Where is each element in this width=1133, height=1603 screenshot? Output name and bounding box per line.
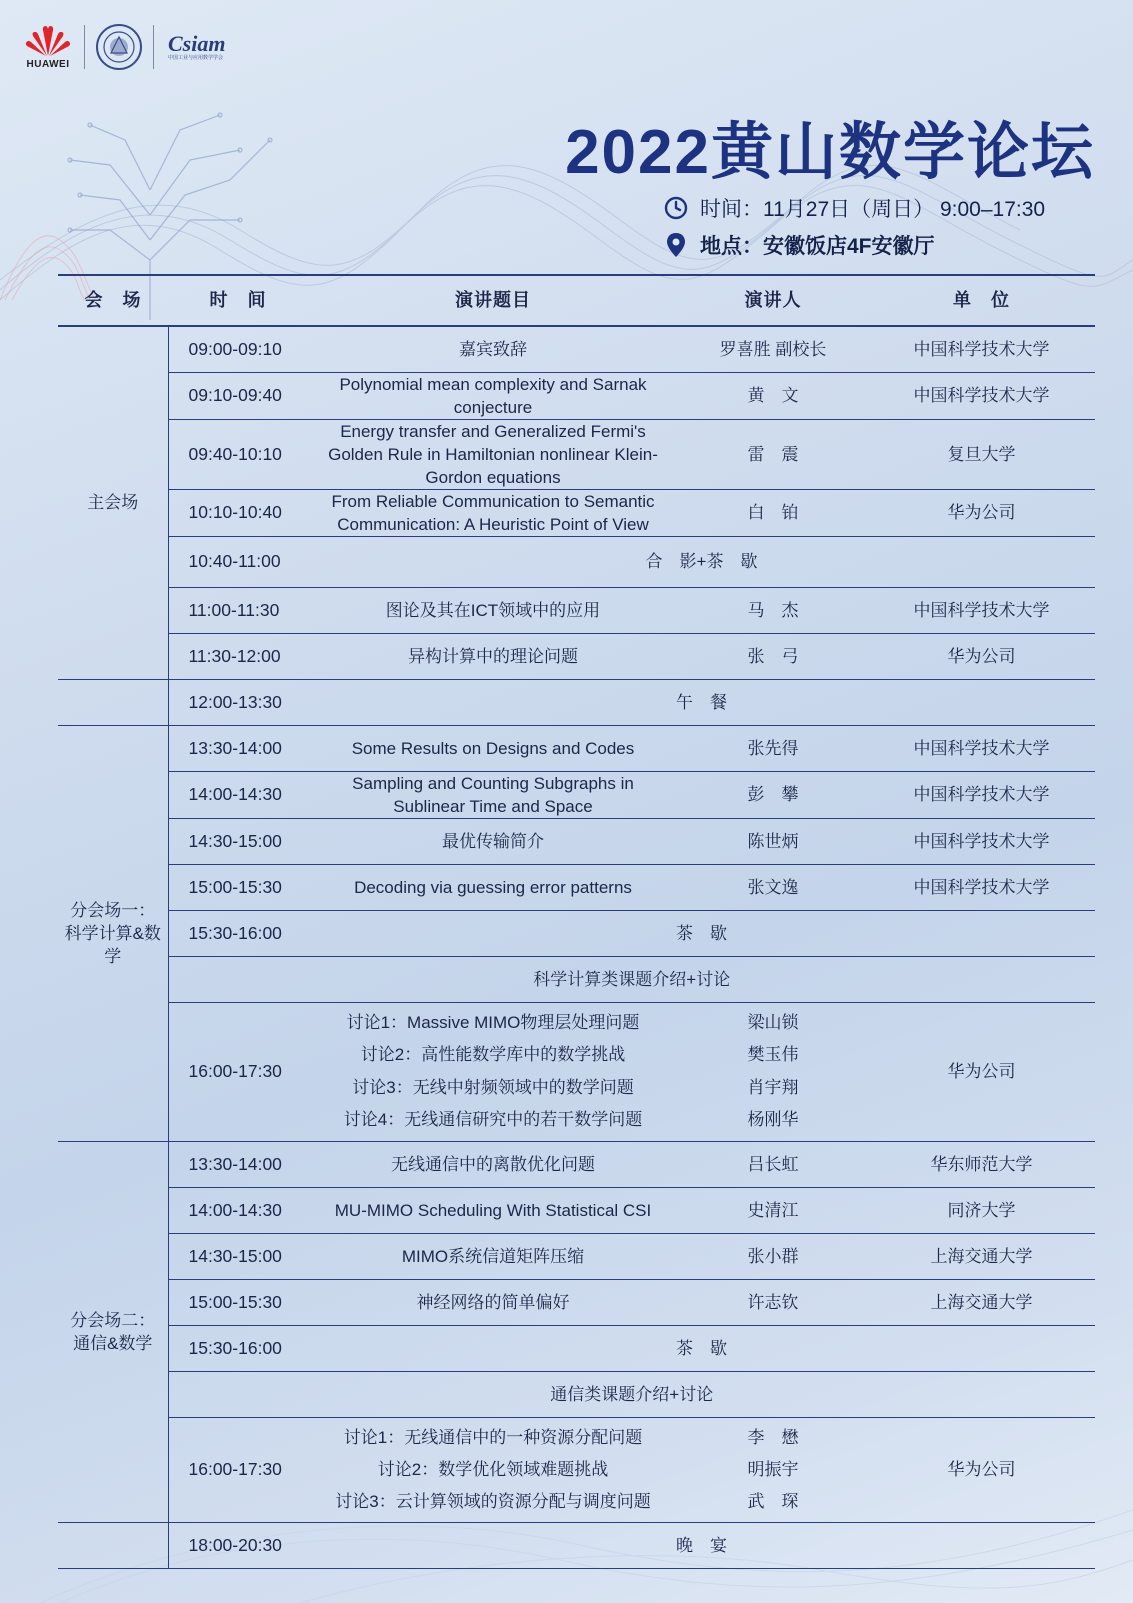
time-cell: 10:10-10:40	[168, 489, 308, 536]
speaker-cell: 张 弓	[678, 633, 868, 679]
table-row	[58, 1417, 1095, 1522]
topic-cell: Sampling and Counting Subgraphs in Sublinear Time and Space	[308, 771, 678, 818]
header-venue: 会 场	[58, 275, 168, 326]
time-cell: 15:00-15:30	[168, 864, 308, 910]
time-cell: 14:30-15:00	[168, 818, 308, 864]
break-cell: 午 餐	[308, 679, 1095, 725]
discussion-topic: 讨论2：数学优化领域难题挑战	[377, 1459, 609, 1479]
table-row	[58, 818, 1095, 864]
table-row	[58, 1522, 1095, 1568]
discussion-speakers-cell	[678, 1417, 868, 1522]
speaker-cell: 白 铂	[678, 489, 868, 536]
table-row	[58, 1325, 1095, 1371]
topic-cell: 神经网络的简单偏好	[308, 1279, 678, 1325]
discussion-speaker: 梁山锁	[747, 1012, 799, 1032]
venue-cell-main: 主会场	[58, 326, 168, 679]
header-time: 时 间	[168, 275, 308, 326]
unit-cell: 上海交通大学	[868, 1279, 1095, 1325]
table-row	[58, 633, 1095, 679]
discussion-speaker: 李 懋	[747, 1427, 799, 1447]
csiam-wordmark: Csiam	[168, 30, 226, 56]
huawei-petal-icon	[25, 24, 71, 58]
huawei-logo	[22, 24, 74, 70]
logo-divider-2	[153, 25, 154, 69]
table-row	[58, 910, 1095, 956]
time-cell: 11:00-11:30	[168, 587, 308, 633]
topic-cell: MU-MIMO Scheduling With Statistical CSI	[308, 1187, 678, 1233]
table-row	[58, 326, 1095, 372]
unit-cell: 中国科学技术大学	[868, 771, 1095, 818]
discussion-topic: 讨论2：高性能数学库中的数学挑战	[360, 1045, 626, 1064]
speaker-cell: 彭 攀	[678, 771, 868, 818]
schedule-table	[58, 274, 1095, 1569]
table-row	[58, 1187, 1095, 1233]
time-cell: 13:30-14:00	[168, 1141, 308, 1187]
time-cell: 11:30-12:00	[168, 633, 308, 679]
time-cell: 09:40-10:10	[168, 419, 308, 489]
break-cell: 晚 宴	[308, 1522, 1095, 1568]
section-heading-cell: 通信类课题介绍+讨论	[168, 1371, 1095, 1417]
header-speaker: 演讲人	[678, 275, 868, 326]
discussion-topic: 讨论3：无线中射频领域中的数学问题	[352, 1077, 634, 1097]
unit-cell: 同济大学	[868, 1187, 1095, 1233]
table-row	[58, 956, 1095, 1002]
page-title: 2022黄山数学论坛	[565, 118, 1095, 187]
break-cell: 合 影+茶 歇	[308, 536, 1095, 587]
speaker-cell: 张文逸	[678, 864, 868, 910]
venue-cell-sub2: 分会场二：通信&数学	[58, 1141, 168, 1522]
topic-cell: From Reliable Communication to Semantic Communication: A Heuristic Point of View	[308, 489, 678, 536]
discussion-speakers-cell	[678, 1002, 868, 1141]
discussion-topic: 讨论3：云计算领域的资源分配与调度问题	[335, 1491, 651, 1511]
event-location-text: 地点：安徽饭店4F安徽厅	[700, 235, 935, 258]
table-row	[58, 536, 1095, 587]
speaker-cell: 张小群	[678, 1233, 868, 1279]
table-row	[58, 419, 1095, 489]
time-cell: 10:40-11:00	[168, 536, 308, 587]
topic-cell: 无线通信中的离散优化问题	[308, 1141, 678, 1187]
venue-cell-dinner	[58, 1522, 168, 1568]
topic-cell: Polynomial mean complexity and Sarnak conjecture	[308, 372, 678, 419]
csiam-logo	[168, 30, 226, 62]
unit-cell: 华东师范大学	[868, 1141, 1095, 1187]
speaker-cell: 黄 文	[678, 372, 868, 419]
table-row	[58, 489, 1095, 536]
table-header-row	[58, 275, 1095, 326]
unit-cell: 中国科学技术大学	[868, 818, 1095, 864]
table-row	[58, 1002, 1095, 1141]
time-cell: 13:30-14:00	[168, 725, 308, 771]
topic-cell: Some Results on Designs and Codes	[308, 725, 678, 771]
csiam-subtitle: 中国工业与应用数学学会	[168, 54, 224, 61]
venue-cell-sub1: 分会场一：科学计算&数学	[58, 725, 168, 1141]
time-cell: 14:00-14:30	[168, 771, 308, 818]
discussion-speaker: 明振宇	[747, 1459, 799, 1479]
time-cell: 15:00-15:30	[168, 1279, 308, 1325]
topic-cell: 异构计算中的理论问题	[308, 633, 678, 679]
discussion-speaker: 杨刚华	[747, 1110, 799, 1129]
table-row	[58, 587, 1095, 633]
discussion-topics-cell	[308, 1417, 678, 1522]
ustc-seal-icon	[95, 23, 143, 71]
speaker-cell: 罗喜胜 副校长	[678, 326, 868, 372]
table-row	[58, 1233, 1095, 1279]
speaker-cell: 雷 震	[678, 419, 868, 489]
time-cell: 14:00-14:30	[168, 1187, 308, 1233]
topic-cell: 嘉宾致辞	[308, 326, 678, 372]
discussion-topic: 讨论4：无线通信研究中的若干数学问题	[343, 1110, 643, 1129]
unit-cell: 华为公司	[868, 489, 1095, 536]
event-time-text: 时间：11月27日（周日） 9:00–17:30	[700, 198, 1046, 221]
unit-cell: 华为公司	[868, 633, 1095, 679]
unit-cell: 上海交通大学	[868, 1233, 1095, 1279]
event-time	[664, 193, 1045, 223]
time-cell: 09:10-09:40	[168, 372, 308, 419]
time-cell: 18:00-20:30	[168, 1522, 308, 1568]
huawei-wordmark: HUAWEI	[26, 59, 70, 70]
time-cell: 15:30-16:00	[168, 1325, 308, 1371]
event-location	[664, 230, 935, 260]
unit-cell: 中国科学技术大学	[868, 864, 1095, 910]
discussion-topic: 讨论1：无线通信中的一种资源分配问题	[343, 1427, 643, 1447]
break-cell: 茶 歇	[308, 910, 1095, 956]
header-topic: 演讲题目	[308, 275, 678, 326]
table-row	[58, 1141, 1095, 1187]
topic-cell: Energy transfer and Generalized Fermi's Golden Rule in Hamiltonian nonlinear Klein-Gordon equations	[308, 419, 678, 489]
logo-divider	[84, 25, 85, 69]
speaker-cell: 陈世炳	[678, 818, 868, 864]
break-cell: 茶 歇	[308, 1325, 1095, 1371]
speaker-cell: 史清江	[678, 1187, 868, 1233]
time-cell: 14:30-15:00	[168, 1233, 308, 1279]
clock-icon	[664, 196, 688, 220]
table-row	[58, 864, 1095, 910]
time-cell: 09:00-09:10	[168, 326, 308, 372]
speaker-cell: 许志钦	[678, 1279, 868, 1325]
time-cell: 15:30-16:00	[168, 910, 308, 956]
unit-cell: 华为公司	[868, 1417, 1095, 1522]
topic-cell: MIMO系统信道矩阵压缩	[308, 1233, 678, 1279]
table-row	[58, 771, 1095, 818]
topic-cell: Decoding via guessing error patterns	[308, 864, 678, 910]
header-unit: 单 位	[868, 275, 1095, 326]
table-row	[58, 679, 1095, 725]
location-pin-icon	[664, 232, 688, 258]
discussion-speaker: 武 琛	[747, 1491, 799, 1511]
speaker-cell: 张先得	[678, 725, 868, 771]
unit-cell: 华为公司	[868, 1002, 1095, 1141]
unit-cell: 中国科学技术大学	[868, 587, 1095, 633]
time-cell: 12:00-13:30	[168, 679, 308, 725]
topic-cell: 最优传输简介	[308, 818, 678, 864]
table-row	[58, 725, 1095, 771]
venue-cell-lunch	[58, 679, 168, 725]
logo-bar	[22, 20, 225, 74]
table-row	[58, 1279, 1095, 1325]
topic-cell: 图论及其在ICT领域中的应用	[308, 587, 678, 633]
unit-cell: 复旦大学	[868, 419, 1095, 489]
unit-cell: 中国科学技术大学	[868, 725, 1095, 771]
discussion-topic: 讨论1：Massive MIMO物理层处理问题	[346, 1012, 640, 1032]
time-cell: 16:00-17:30	[168, 1002, 308, 1141]
section-heading-cell: 科学计算类课题介绍+讨论	[168, 956, 1095, 1002]
discussion-speaker: 肖宇翔	[747, 1077, 799, 1097]
table-row	[58, 1371, 1095, 1417]
speaker-cell: 吕长虹	[678, 1141, 868, 1187]
time-cell: 16:00-17:30	[168, 1417, 308, 1522]
speaker-cell: 马 杰	[678, 587, 868, 633]
unit-cell: 中国科学技术大学	[868, 326, 1095, 372]
discussion-topics-cell	[308, 1002, 678, 1141]
unit-cell: 中国科学技术大学	[868, 372, 1095, 419]
discussion-speaker: 樊玉伟	[747, 1045, 799, 1064]
table-row	[58, 372, 1095, 419]
